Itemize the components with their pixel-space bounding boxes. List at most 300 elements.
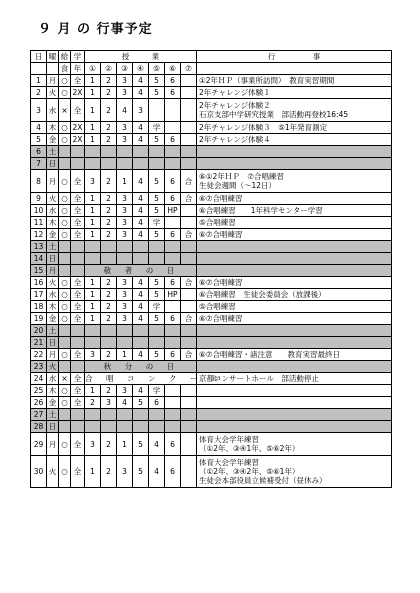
events-cell: [197, 229, 392, 241]
period-cell: [85, 253, 101, 265]
table-row: [31, 277, 392, 289]
weekday-cell: 月: [47, 170, 59, 193]
table-row: [31, 409, 392, 421]
header-lunch-2: 食: [59, 63, 71, 75]
period-cell: [181, 158, 197, 170]
weekday-cell: 日: [47, 421, 59, 433]
period-cell: [85, 325, 101, 337]
weekday-cell: 月: [47, 265, 59, 277]
weekday-cell: 火: [47, 361, 59, 373]
period-cell: [181, 337, 197, 349]
period-cell: 3: [117, 385, 133, 397]
page-title: ９ 月 の 行事予定: [38, 22, 153, 37]
grade-cell: 全: [71, 229, 85, 241]
period-cell: [101, 325, 117, 337]
period-cell: 3: [117, 301, 133, 313]
event-line: 生徒会週間（～12日）: [199, 181, 277, 190]
grade-cell: 全: [71, 170, 85, 193]
lunch-cell: ○: [59, 277, 71, 289]
period-cell: 5: [149, 134, 165, 146]
period-cell: [133, 325, 149, 337]
weekday-cell: 金: [47, 397, 59, 409]
period-cell: 2: [101, 349, 117, 361]
period-cell: [181, 241, 197, 253]
period-cell: 5: [133, 433, 149, 456]
period-cell: 6: [165, 87, 181, 99]
table-row: [31, 193, 392, 205]
period-cell: 6: [165, 193, 181, 205]
table-row: [31, 337, 392, 349]
period-cell: 5: [149, 170, 165, 193]
grade-cell: 全: [71, 301, 85, 313]
period-cell: 4: [133, 122, 149, 134]
header-row-2: [31, 63, 392, 75]
day-cell: 1: [31, 75, 47, 87]
period-cell: 3: [117, 277, 133, 289]
table-row: [31, 75, 392, 87]
period-cell: 6: [165, 456, 181, 488]
period-cell: 1: [85, 277, 101, 289]
grade-cell: [71, 409, 85, 421]
event-line: ⑥①2年ＨＰ ⑦合唱練習: [199, 172, 284, 181]
period-cell: 4: [149, 456, 165, 488]
period-cell: 2: [101, 87, 117, 99]
period-cell: 4: [133, 349, 149, 361]
events-cell: [197, 397, 392, 409]
weekday-cell: 水: [47, 99, 59, 122]
events-cell: [197, 349, 392, 361]
period-cell: 6: [165, 75, 181, 87]
day-cell: 26: [31, 397, 47, 409]
special-event: 合 唱 コ ン ク ー ル: [85, 374, 222, 383]
event-line: ⑥⑦合唱練習: [199, 278, 243, 287]
period-cell: 学: [149, 385, 165, 397]
period-cell: 1: [117, 170, 133, 193]
event-line: ①2年ＨＰ（事業所訪問） 教育実習期間: [199, 76, 335, 85]
day-cell: 17: [31, 289, 47, 301]
period-cell: HP: [165, 289, 181, 301]
lunch-cell: ○: [59, 433, 71, 456]
period-cell: [181, 146, 197, 158]
events-cell: [197, 253, 392, 265]
table-row: [31, 205, 392, 217]
lunch-cell: [59, 158, 71, 170]
period-cell: 1: [85, 75, 101, 87]
period-cell: [133, 253, 149, 265]
holiday-name: 秋 分 の 日: [85, 361, 197, 373]
day-cell: 12: [31, 229, 47, 241]
period-cell: 5: [149, 205, 165, 217]
lunch-cell: [59, 253, 71, 265]
events-cell: [197, 337, 392, 349]
period-cell: 6: [165, 277, 181, 289]
weekday-cell: 日: [47, 158, 59, 170]
table-row: [31, 325, 392, 337]
period-cell: 2: [101, 75, 117, 87]
table-row: [31, 433, 392, 456]
day-cell: 20: [31, 325, 47, 337]
events-cell: [197, 289, 392, 301]
period-cell: 6: [165, 349, 181, 361]
event-line: 石京支部中学研究授業 部活動再登校16:45: [199, 110, 349, 119]
grade-cell: [71, 325, 85, 337]
table-row: [31, 313, 392, 325]
period-cell: [181, 87, 197, 99]
day-cell: 5: [31, 134, 47, 146]
table-row: [31, 241, 392, 253]
events-cell: [197, 277, 392, 289]
period-cell: 3: [117, 313, 133, 325]
grade-cell: 全: [71, 349, 85, 361]
events-cell: [197, 421, 392, 433]
event-line: 2年チャレンジ体験２: [199, 101, 271, 110]
period-cell: [165, 253, 181, 265]
events-cell: [197, 409, 392, 421]
event-line: 体育大会学年練習: [199, 435, 259, 444]
weekday-cell: 月: [47, 349, 59, 361]
period-cell: 3: [85, 349, 101, 361]
event-line: ⑥⑦合唱練習: [199, 194, 243, 203]
period-cell: 6: [165, 134, 181, 146]
table-row: [31, 134, 392, 146]
period-cell: [85, 409, 101, 421]
table-row: [31, 349, 392, 361]
lunch-cell: ○: [59, 289, 71, 301]
event-line: 2年チャレンジ体験３ ⑤1年発育測定: [199, 123, 328, 132]
event-line: （①2年、③④1年、⑤⑥2年）: [199, 444, 300, 453]
period-cell: [117, 146, 133, 158]
table-row: [31, 456, 392, 488]
grade-cell: [71, 421, 85, 433]
period-cell: 3: [101, 397, 117, 409]
period-cell: 1: [117, 349, 133, 361]
period-cell: 合: [181, 170, 197, 193]
day-cell: 21: [31, 337, 47, 349]
period-cell: 学: [149, 217, 165, 229]
events-cell: [197, 385, 392, 397]
period-cell: [165, 146, 181, 158]
period-cell: [117, 158, 133, 170]
period-cell: 1: [85, 87, 101, 99]
period-cell: [165, 337, 181, 349]
table-row: [31, 146, 392, 158]
weekday-cell: 木: [47, 217, 59, 229]
events-cell: [197, 361, 392, 373]
weekday-cell: 火: [47, 456, 59, 488]
events-cell: [197, 265, 392, 277]
period-cell: 1: [85, 301, 101, 313]
grade-cell: [71, 337, 85, 349]
grade-cell: 全: [71, 99, 85, 122]
period-cell: [165, 409, 181, 421]
period-cell: 4: [149, 433, 165, 456]
weekday-cell: 土: [47, 325, 59, 337]
header-period-1: ①: [85, 63, 101, 75]
weekday-cell: 金: [47, 229, 59, 241]
lunch-cell: ○: [59, 229, 71, 241]
day-cell: 23: [31, 361, 47, 373]
period-cell: 4: [133, 134, 149, 146]
lunch-cell: ○: [59, 397, 71, 409]
period-cell: 2: [101, 193, 117, 205]
period-cell: [101, 253, 117, 265]
period-cell: [181, 421, 197, 433]
event-line: ⑤合唱練習: [199, 218, 236, 227]
period-cell: 合: [181, 193, 197, 205]
period-cell: 1: [117, 433, 133, 456]
events-cell: [197, 146, 392, 158]
period-cell: [117, 337, 133, 349]
period-cell: [85, 337, 101, 349]
period-cell: [133, 146, 149, 158]
lunch-cell: ×: [59, 373, 71, 385]
grade-cell: 全: [71, 75, 85, 87]
table-row: [31, 170, 392, 193]
lunch-cell: ○: [59, 75, 71, 87]
lunch-cell: ×: [59, 99, 71, 122]
period-cell: 2: [101, 205, 117, 217]
period-cell: [181, 385, 197, 397]
period-cell: [101, 158, 117, 170]
period-cell: 5: [149, 277, 165, 289]
period-cell: [165, 122, 181, 134]
header-period-7: ⑦: [181, 63, 197, 75]
period-cell: [117, 421, 133, 433]
period-cell: 5: [133, 397, 149, 409]
day-cell: 6: [31, 146, 47, 158]
period-cell: [149, 241, 165, 253]
events-cell: [197, 373, 392, 385]
lunch-cell: [59, 265, 71, 277]
period-cell: [101, 409, 117, 421]
period-cell: 3: [117, 217, 133, 229]
period-cell: [101, 241, 117, 253]
period-cell: 3: [117, 456, 133, 488]
table-row: [31, 373, 392, 385]
events-cell: [197, 122, 392, 134]
grade-cell: 全: [71, 277, 85, 289]
event-line: 京都コンサートホール 部活動停止: [199, 374, 319, 383]
period-cell: 2: [101, 134, 117, 146]
lunch-cell: [59, 421, 71, 433]
period-cell: 1: [85, 385, 101, 397]
period-cell: 合: [181, 229, 197, 241]
weekday-cell: 土: [47, 409, 59, 421]
day-cell: 11: [31, 217, 47, 229]
day-cell: 29: [31, 433, 47, 456]
period-cell: [181, 253, 197, 265]
period-cell: [181, 134, 197, 146]
lunch-cell: [59, 361, 71, 373]
period-cell: [101, 146, 117, 158]
event-line: 生徒会本部役員立候補受付（昼休み）: [199, 476, 327, 485]
header-classes: 授 業: [85, 51, 197, 63]
lunch-cell: ○: [59, 456, 71, 488]
events-cell: [197, 99, 392, 122]
period-cell: 4: [133, 193, 149, 205]
weekday-cell: 日: [47, 337, 59, 349]
table-row: [31, 87, 392, 99]
period-cell: 合: [181, 349, 197, 361]
period-cell: 2: [101, 289, 117, 301]
period-cell: [149, 146, 165, 158]
events-cell: [197, 193, 392, 205]
period-cell: [149, 325, 165, 337]
period-cell: 1: [85, 205, 101, 217]
weekday-cell: 木: [47, 301, 59, 313]
events-cell: [197, 301, 392, 313]
events-cell: [197, 456, 392, 488]
lunch-cell: ○: [59, 122, 71, 134]
header-lunch: 給: [59, 51, 71, 63]
period-cell: [165, 301, 181, 313]
header-row-1: [31, 51, 392, 63]
lunch-cell: [59, 409, 71, 421]
period-cell: [181, 397, 197, 409]
events-cell: [197, 205, 392, 217]
period-cell: 3: [117, 122, 133, 134]
event-line: ⑥⑦合唱練習: [199, 314, 243, 323]
weekday-cell: 木: [47, 385, 59, 397]
event-line: ⑥合唱練習 生徒会委員会（放課後）: [199, 290, 326, 299]
period-cell: 4: [133, 217, 149, 229]
event-line: （①2年、③④2年、⑤⑥1年）: [199, 467, 300, 476]
period-cell: 4: [133, 75, 149, 87]
period-cell: 2: [101, 170, 117, 193]
header-weekday: 曜: [47, 51, 59, 63]
period-cell: 5: [149, 313, 165, 325]
day-cell: 9: [31, 193, 47, 205]
period-cell: [165, 241, 181, 253]
period-cell: 5: [149, 75, 165, 87]
grade-cell: 全: [71, 217, 85, 229]
holiday-name: 敬 者 の 日: [85, 265, 197, 277]
period-cell: 2: [85, 397, 101, 409]
period-cell: 1: [85, 289, 101, 301]
grade-cell: 2X: [71, 134, 85, 146]
event-line: 2年チャレンジ体験４: [199, 135, 271, 144]
day-cell: 10: [31, 205, 47, 217]
lunch-cell: ○: [59, 134, 71, 146]
period-cell: 6: [165, 170, 181, 193]
day-cell: 4: [31, 122, 47, 134]
header-grade-2: 年: [71, 63, 85, 75]
day-cell: 24: [31, 373, 47, 385]
period-cell: [149, 158, 165, 170]
period-cell: 学: [149, 122, 165, 134]
weekday-cell: 水: [47, 289, 59, 301]
day-cell: 30: [31, 456, 47, 488]
period-cell: [149, 337, 165, 349]
events-cell: [197, 433, 392, 456]
grade-cell: 全: [71, 289, 85, 301]
table-row: [31, 397, 392, 409]
period-cell: [181, 75, 197, 87]
period-cell: 5: [133, 456, 149, 488]
table-row: [31, 265, 392, 277]
events-cell: [197, 170, 392, 193]
day-cell: 15: [31, 265, 47, 277]
day-cell: 14: [31, 253, 47, 265]
grade-cell: [71, 241, 85, 253]
event-line: ⑤合唱練習: [199, 302, 236, 311]
period-cell: 2: [101, 229, 117, 241]
grade-cell: [71, 253, 85, 265]
period-cell: [149, 409, 165, 421]
period-cell: 3: [117, 193, 133, 205]
weekday-cell: 土: [47, 241, 59, 253]
weekday-cell: 火: [47, 193, 59, 205]
header-period-2: ②: [101, 63, 117, 75]
lunch-cell: [59, 337, 71, 349]
grade-cell: 全: [71, 385, 85, 397]
day-cell: 8: [31, 170, 47, 193]
day-cell: 19: [31, 313, 47, 325]
period-cell: [133, 421, 149, 433]
period-cell: [85, 158, 101, 170]
events-cell: [197, 313, 392, 325]
grade-cell: [71, 361, 85, 373]
events-cell: [197, 134, 392, 146]
event-line: 体育大会学年練習: [199, 458, 259, 467]
weekday-cell: 木: [47, 122, 59, 134]
event-line: 2年チャレンジ体験１: [199, 88, 271, 97]
period-cell: 合: [181, 277, 197, 289]
weekday-cell: 日: [47, 253, 59, 265]
period-cell: 3: [133, 99, 149, 122]
table-row: [31, 289, 392, 301]
event-line: ⑥合唱練習 1年科学センター学習: [199, 206, 323, 215]
period-cell: 学: [149, 301, 165, 313]
grade-cell: 全: [71, 397, 85, 409]
day-cell: 22: [31, 349, 47, 361]
weekday-cell: 金: [47, 313, 59, 325]
period-cell: 2: [101, 99, 117, 122]
period-cell: HP: [165, 205, 181, 217]
events-cell: [197, 325, 392, 337]
period-cell: [85, 241, 101, 253]
lunch-cell: ○: [59, 349, 71, 361]
weekday-cell: 月: [47, 75, 59, 87]
day-cell: 16: [31, 277, 47, 289]
event-line: ⑥⑦合唱練習・諸注意 教育実習最終日: [199, 350, 340, 359]
grade-cell: 全: [71, 373, 85, 385]
grade-cell: 全: [71, 456, 85, 488]
lunch-cell: ○: [59, 193, 71, 205]
period-cell: [165, 99, 181, 122]
period-cell: 合: [181, 313, 197, 325]
period-cell: [117, 325, 133, 337]
period-cell: 5: [149, 349, 165, 361]
header-events: 行 事: [197, 51, 392, 63]
grade-cell: 2X: [71, 87, 85, 99]
lunch-cell: ○: [59, 217, 71, 229]
period-cell: [149, 99, 165, 122]
period-cell: [181, 456, 197, 488]
lunch-cell: [59, 146, 71, 158]
header-day: 日: [31, 51, 47, 63]
period-cell: 1: [85, 134, 101, 146]
table-row: [31, 421, 392, 433]
period-cell: 3: [117, 289, 133, 301]
table-row: [31, 253, 392, 265]
events-cell: [197, 158, 392, 170]
header-period-5: ⑤: [149, 63, 165, 75]
period-cell: 4: [133, 229, 149, 241]
lunch-cell: [59, 325, 71, 337]
period-cell: 5: [149, 289, 165, 301]
header-period-3: ③: [117, 63, 133, 75]
